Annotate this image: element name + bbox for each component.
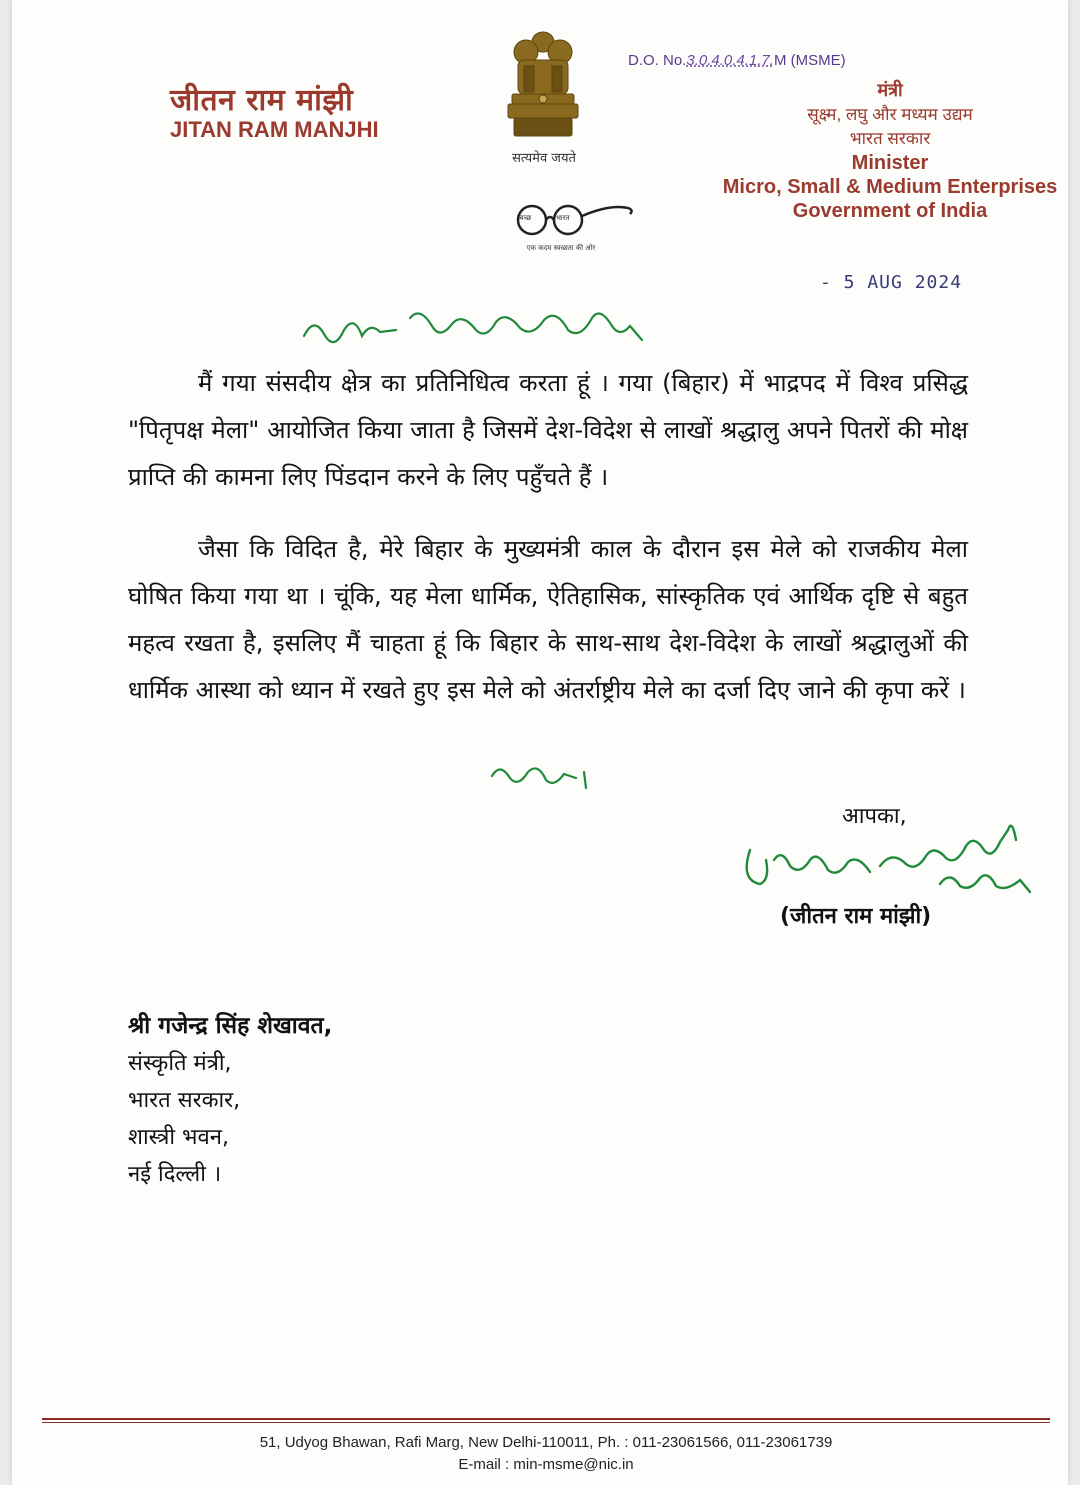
recipient-line-2: संस्कृति मंत्री, bbox=[128, 1051, 232, 1076]
recipient-line-1: श्री गजेन्द्र सिंह शेखावत, bbox=[128, 1013, 333, 1039]
swachh-right-text: भारत bbox=[556, 214, 570, 222]
footer-address: 51, Udyog Bhawan, Rafi Marg, New Delhi-110011, Ph. : 011-23061566, 011-23061739 bbox=[259, 1434, 833, 1451]
handwritten-regards bbox=[488, 756, 598, 796]
swachh-left-text: स्वच्छ bbox=[517, 214, 532, 222]
title-english-ministry: Micro, Small & Medium Enterprises bbox=[722, 176, 1058, 198]
signature bbox=[730, 800, 1050, 900]
footer-email: E-mail : min-msme@nic.in bbox=[458, 1456, 634, 1473]
do-number-line bbox=[628, 52, 846, 69]
title-hindi-government: भारत सरकार bbox=[849, 129, 931, 148]
footer-rule bbox=[42, 1418, 1050, 1420]
do-number: 3.0.4.0.4.1.7. bbox=[686, 52, 774, 69]
handwritten-salutation bbox=[300, 296, 660, 356]
do-prefix: D.O. No. bbox=[628, 52, 687, 69]
swachh-bharat-logo-icon bbox=[510, 198, 640, 248]
title-hindi-minister: मंत्री bbox=[877, 80, 903, 100]
do-suffix: M (MSME) bbox=[773, 52, 846, 69]
national-emblem-icon bbox=[500, 26, 586, 146]
body-paragraph-1: मैं गया संसदीय क्षेत्र का प्रतिनिधित्व करता हूं । गया (बिहार) में भाद्रपद में विश्व प्रसिद्ध "पितृपक्ष मेला" आयोजित किया जाता है जिसमें देश-विदेश से लाखों श्रद्धालु अपने पितरों की मोक्ष प्राप्ति की कामना लिए पिंडदान करने के लिए पहुँचते हैं । bbox=[128, 369, 968, 491]
title-hindi-ministry: सूक्ष्म, लघु और मध्यम उद्यम bbox=[807, 105, 973, 124]
title-english-government: Government of India bbox=[792, 200, 988, 222]
body-paragraph-2: जैसा कि विदित है, मेरे बिहार के मुख्यमंत्री काल के दौरान इस मेले को राजकीय मेला घोषित किया गया था । चूंकि, यह मेला धार्मिक, ऐतिहासिक, सांस्कृतिक एवं आर्थिक दृष्टि से बहुत महत्व रखता है, इसलिए मैं चाहता हूं कि बिहार के साथ-साथ देश-विदेश के लाखों श्रद्धालुओं की धार्मिक आस्था को ध्यान में रखते हुए इस मेले को अंतर्राष्ट्रीय मेले का दर्जा दिए जाने की कृपा करें । bbox=[128, 535, 968, 704]
recipient-line-3: भारत सरकार, bbox=[128, 1088, 241, 1113]
swachh-tagline: एक कदम स्वच्छता की ओर bbox=[526, 244, 596, 252]
recipient-line-4: शास्त्री भवन, bbox=[128, 1125, 229, 1150]
closing-text: आपका, bbox=[842, 804, 907, 829]
recipient-address bbox=[128, 1008, 332, 1193]
signatory-name: (जीतन राम मांझी) bbox=[780, 904, 932, 929]
footer-rule-thin bbox=[42, 1422, 1050, 1423]
title-english-minister: Minister bbox=[851, 152, 929, 174]
recipient-line-5: नई दिल्ली । bbox=[128, 1162, 222, 1187]
sender-name-english: JITAN RAM MANJHI bbox=[170, 117, 379, 142]
sender-name-hindi: जीतन राम मांझी bbox=[170, 83, 354, 118]
emblem-motto: सत्यमेव जयते bbox=[512, 151, 576, 166]
date-stamp: - 5 AUG 2024 bbox=[820, 272, 963, 293]
minister-title-block bbox=[720, 78, 1060, 223]
